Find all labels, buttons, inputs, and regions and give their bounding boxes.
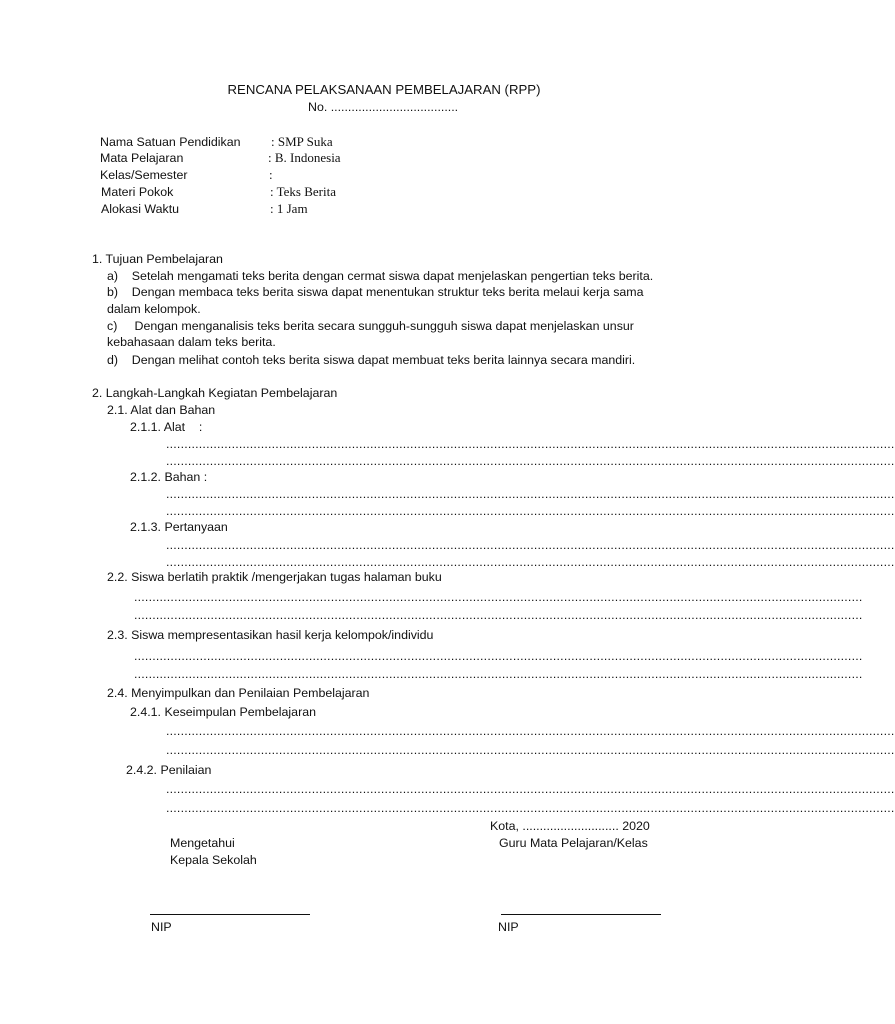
subsection-2-2: 2.2. Siswa berlatih praktik /mengerjakan tugas halaman buku xyxy=(107,570,442,584)
subsection-2-3: 2.3. Siswa mempresentasikan hasil kerja kelompok/individu xyxy=(107,628,434,642)
objective-a: a) Setelah mengamati teks berita dengan cermat siswa dapat menjelaskan pengertian teks berita. xyxy=(107,269,654,283)
dotted-fill-line: ........................................................................................................................................................................................................ xyxy=(166,782,895,796)
signature-line-left xyxy=(150,914,310,915)
left-role-line2: Kepala Sekolah xyxy=(170,853,257,867)
objective-c-line1: c) Dengan menganalisis teks berita secara sungguh-sungguh siswa dapat menjelaskan unsur xyxy=(107,319,634,333)
subsection-2-1: 2.1. Alat dan Bahan xyxy=(107,403,216,417)
objective-c-line2: kebahasaan dalam teks berita. xyxy=(107,335,276,349)
document-number: No. ..................................... xyxy=(308,100,459,114)
identity-value-subject: : B. Indonesia xyxy=(268,150,341,165)
nip-left: NIP xyxy=(151,920,172,934)
dotted-fill-line: ........................................................................................................................................................................................................ xyxy=(166,504,895,518)
subsection-2-1-3: 2.1.3. Pertanyaan xyxy=(130,520,228,534)
dotted-fill-line: ........................................................................................................................................................................................................ xyxy=(166,454,895,468)
dotted-fill-line: ........................................................................................................................................................................................................ xyxy=(166,538,895,552)
objective-b-line2: dalam kelompok. xyxy=(107,302,201,316)
subsection-2-4: 2.4. Menyimpulkan dan Penilaian Pembelajaran xyxy=(107,686,370,700)
section1-heading: 1. Tujuan Pembelajaran xyxy=(92,252,223,266)
objective-b-line1: b) Dengan membaca teks berita siswa dapat menentukan struktur teks berita melaui kerja sama xyxy=(107,285,644,299)
dotted-fill-line: ........................................................................................................................................................................................................ xyxy=(166,555,895,569)
subsection-2-1-2: 2.1.2. Bahan : xyxy=(130,470,208,484)
place-date: Kota, ............................ 2020 xyxy=(490,819,650,833)
document-title: RENCANA PELAKSANAAN PEMBELAJARAN (RPP) xyxy=(227,82,541,97)
dotted-fill-line: ........................................................................................................................................................................................................ xyxy=(134,667,863,681)
dotted-fill-line: ........................................................................................................................................................................................................ xyxy=(166,437,895,451)
dotted-fill-line: ........................................................................................................................................................................................................ xyxy=(166,743,895,757)
identity-value-school: : SMP Suka xyxy=(271,134,333,149)
identity-label-school: Nama Satuan Pendidikan xyxy=(100,135,241,149)
signature-line-right xyxy=(501,914,661,915)
section2-heading: 2. Langkah-Langkah Kegiatan Pembelajaran xyxy=(92,386,338,400)
identity-value-class: : xyxy=(269,167,273,182)
identity-label-time: Alokasi Waktu xyxy=(101,202,180,216)
identity-label-subject: Mata Pelajaran xyxy=(100,151,184,165)
identity-value-time: : 1 Jam xyxy=(270,201,308,216)
identity-value-topic: : Teks Berita xyxy=(270,184,337,199)
dotted-fill-line: ........................................................................................................................................................................................................ xyxy=(134,590,863,604)
nip-right: NIP xyxy=(498,920,519,934)
dotted-fill-line: ........................................................................................................................................................................................................ xyxy=(166,724,895,738)
dotted-fill-line: ........................................................................................................................................................................................................ xyxy=(134,649,863,663)
dotted-fill-line: ........................................................................................................................................................................................................ xyxy=(166,801,895,815)
dotted-fill-line: ........................................................................................................................................................................................................ xyxy=(166,487,895,501)
subsection-2-1-1: 2.1.1. Alat : xyxy=(130,420,203,434)
identity-label-class: Kelas/Semester xyxy=(100,168,188,182)
left-role-line1: Mengetahui xyxy=(170,836,235,850)
objective-d: d) Dengan melihat contoh teks berita siswa dapat membuat teks berita lainnya secara mandiri. xyxy=(107,353,636,367)
identity-label-topic: Materi Pokok xyxy=(101,185,174,199)
subsection-2-4-1: 2.4.1. Keseimpulan Pembelajaran xyxy=(130,705,316,719)
right-role: Guru Mata Pelajaran/Kelas xyxy=(499,836,648,850)
dotted-fill-line: ........................................................................................................................................................................................................ xyxy=(134,608,863,622)
subsection-2-4-2: 2.4.2. Penilaian xyxy=(126,763,212,777)
